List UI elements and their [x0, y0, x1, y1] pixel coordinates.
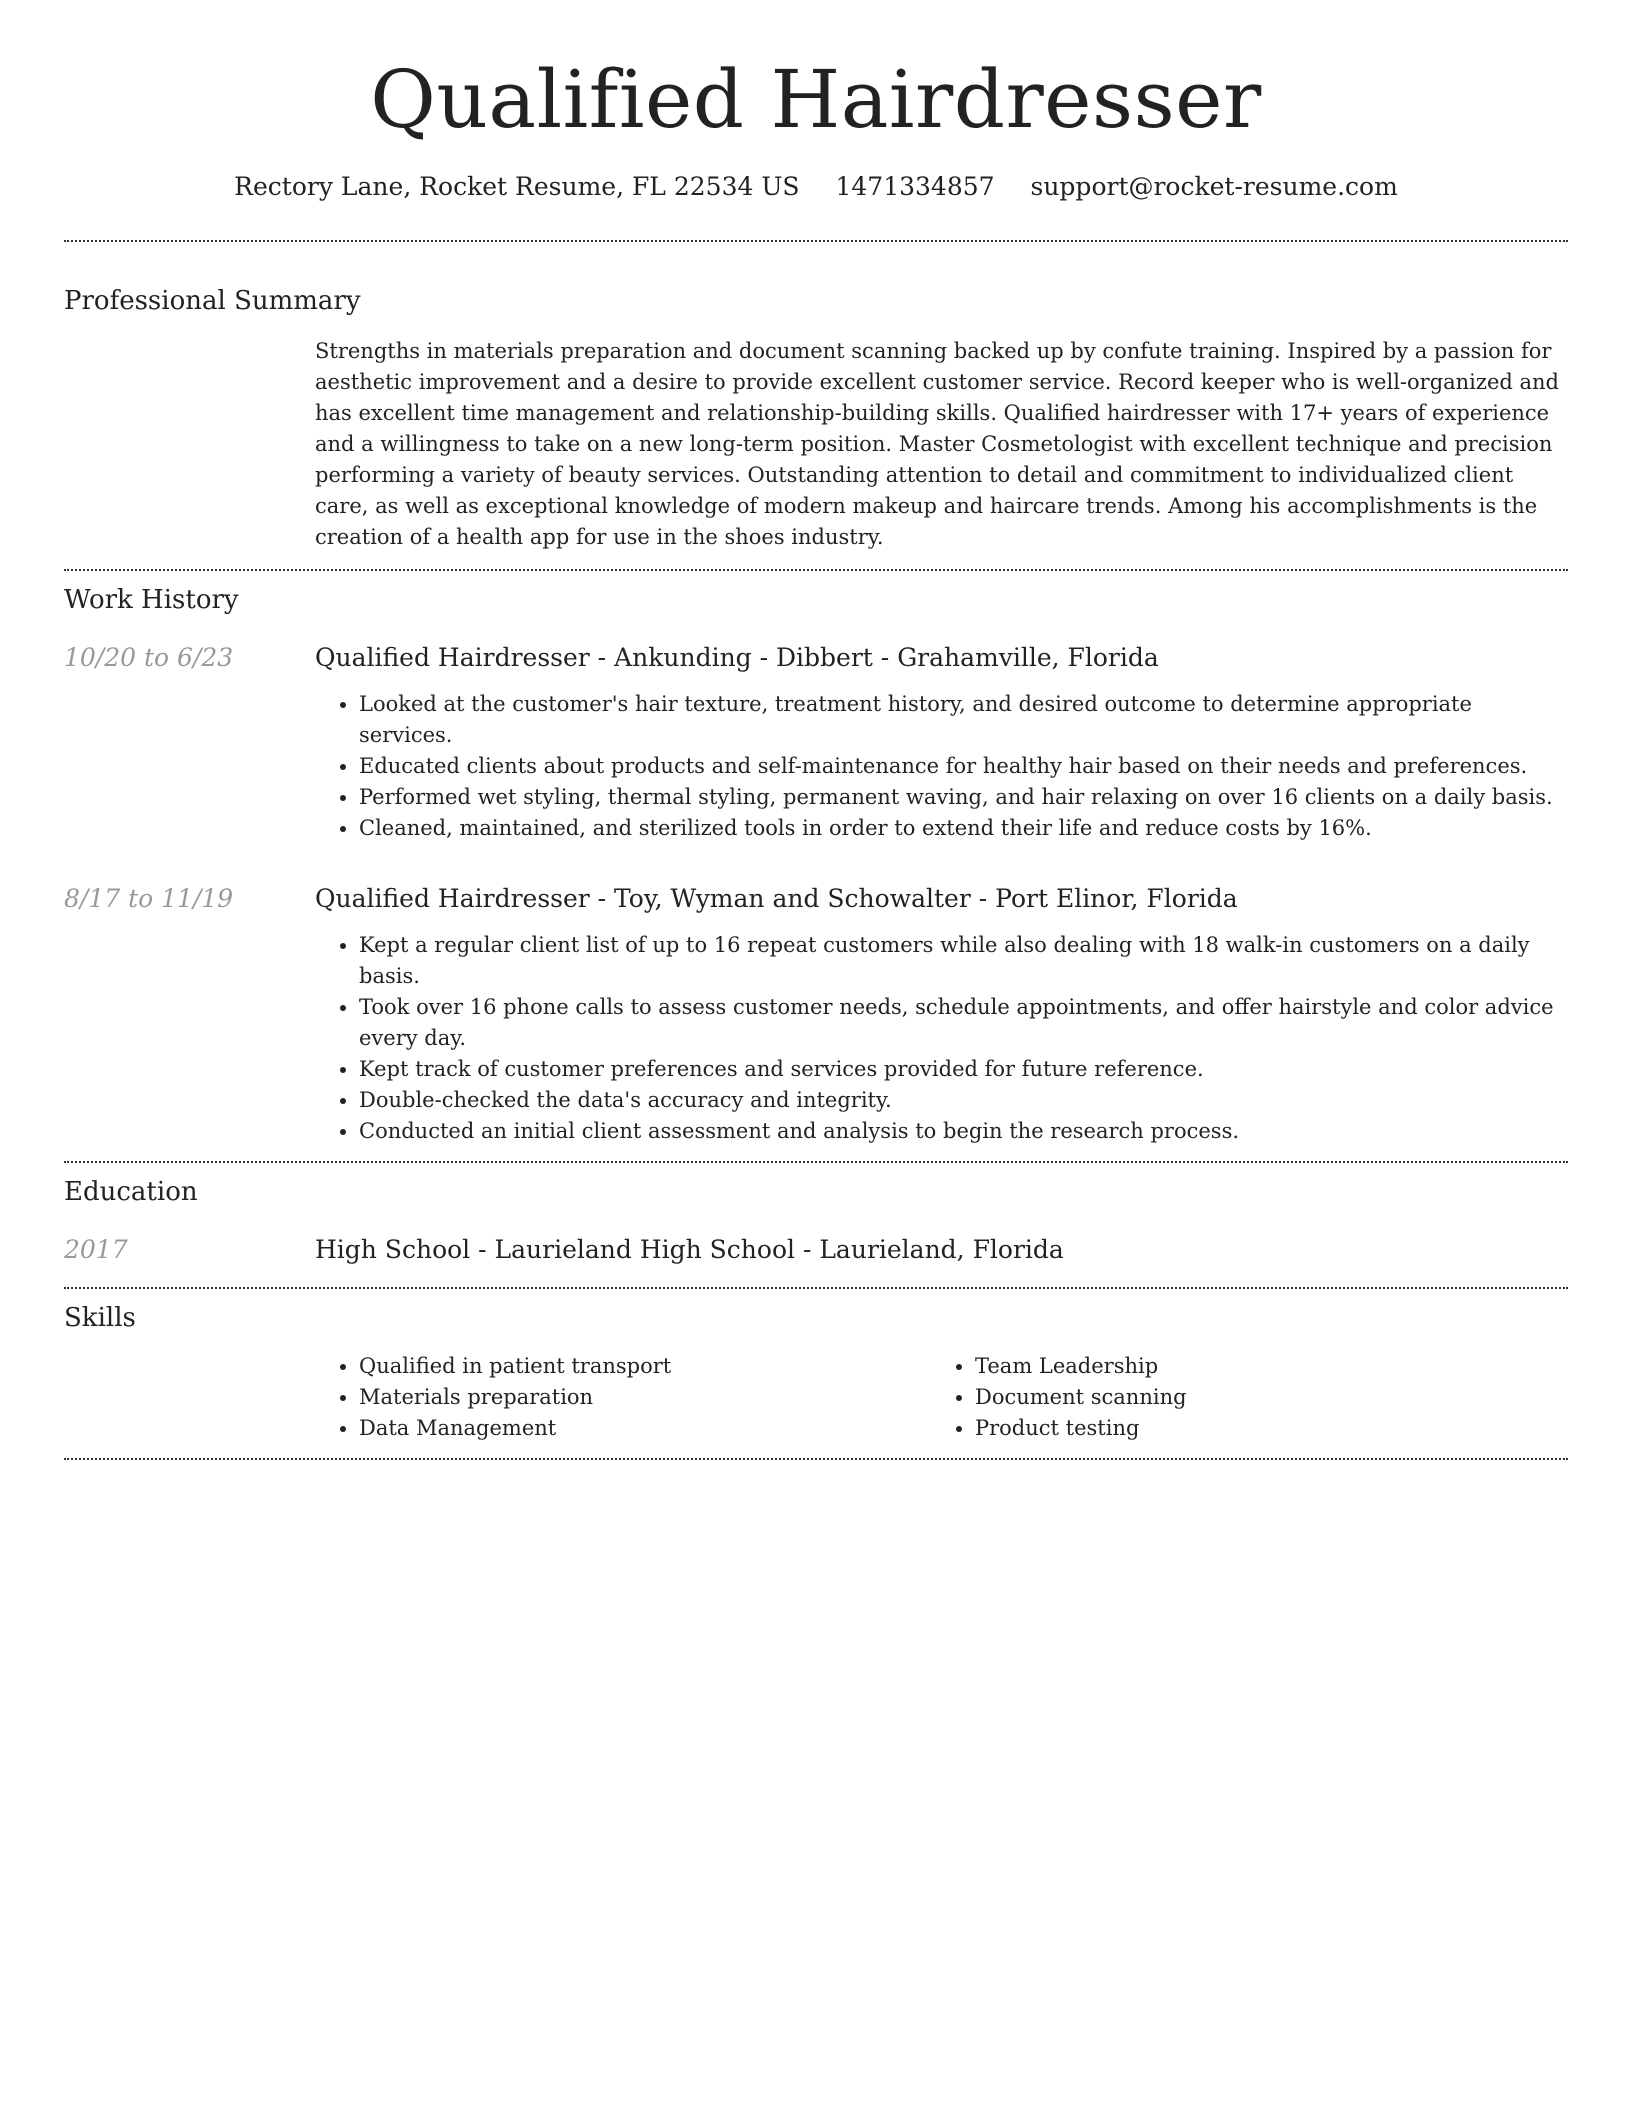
- resume-header: [64, 0, 1568, 204]
- list-item: • Kept a regular client list of up to 16 repeat customers while also dealing with 18 walk-in customers on a daily basis.: [359, 930, 1568, 992]
- job-entry: [64, 641, 1568, 844]
- list-item: • Educated clients about products and self-maintenance for healthy hair based on their needs and preferences.: [359, 751, 1568, 782]
- education-heading: High School - Laurieland High School - Laurieland, Florida: [315, 1235, 1064, 1264]
- contact-line: [64, 170, 1568, 204]
- candidate-name: Qualified Hairdresser: [370, 53, 1262, 146]
- education-title: Education: [64, 1177, 198, 1207]
- skill-item: • Data Management: [359, 1413, 931, 1444]
- summary-section: [64, 284, 1568, 553]
- contact-email: support@rocket-resume.com: [1030, 172, 1398, 201]
- skills-column-left: [315, 1351, 931, 1444]
- work-section: [64, 583, 1568, 1147]
- education-date: 2017: [64, 1235, 128, 1264]
- divider: [64, 1458, 1568, 1460]
- job-date: 8/17 to 11/19: [64, 884, 234, 913]
- job-entry: [64, 882, 1568, 1147]
- list-item: • Kept track of customer preferences and services provided for future reference.: [359, 1054, 1568, 1085]
- skill-item: • Team Leadership: [975, 1351, 1547, 1382]
- divider: [64, 569, 1568, 571]
- skills-title: Skills: [64, 1303, 136, 1333]
- job-bullets: [315, 930, 1568, 1147]
- list-item: • Looked at the customer's hair texture, treatment history, and desired outcome to determine appropriate services.: [359, 689, 1568, 751]
- list-item: • Performed wet styling, thermal styling, permanent waving, and hair relaxing on over 16 clients on a daily basis.: [359, 782, 1568, 813]
- job-date: 10/20 to 6/23: [64, 643, 234, 672]
- skills-list: [315, 1351, 1568, 1444]
- divider: [64, 1161, 1568, 1163]
- job-heading: Qualified Hairdresser - Toy, Wyman and Schowalter - Port Elinor, Florida: [315, 884, 1238, 913]
- skill-item: • Document scanning: [975, 1382, 1547, 1413]
- list-item: • Conducted an initial client assessment and analysis to begin the research process.: [359, 1116, 1568, 1147]
- job-heading: Qualified Hairdresser - Ankunding - Dibbert - Grahamville, Florida: [315, 643, 1159, 672]
- work-title: Work History: [64, 585, 239, 615]
- contact-address: Rectory Lane, Rocket Resume, FL 22534 US: [234, 172, 800, 201]
- skills-column-right: [931, 1351, 1547, 1444]
- summary-title: Professional Summary: [64, 286, 361, 316]
- list-item: • Cleaned, maintained, and sterilized tools in order to extend their life and reduce costs by 16%.: [359, 813, 1568, 844]
- summary-text: Strengths in materials preparation and document scanning backed up by confute training. Inspired by a passion for aesthetic improvement and a desire to provide excellent customer service. Record keeper who is well-organized and has excellent time management and relationship-building skills. Qualified hairdresser with 17+ years of experience and a willingness to take on a new long-term position. Master Cosmetologist with excellent technique and precision performing a variety of beauty services. Outstanding attention to detail and commitment to individualized client care, as well as exceptional knowledge of modern makeup and haircare trends. Among his accomplishments is the creation of a health app for use in the shoes industry.: [315, 339, 1559, 549]
- education-section: [64, 1175, 1568, 1267]
- divider: [64, 240, 1568, 242]
- contact-phone: 1471334857: [835, 172, 995, 201]
- list-item: • Took over 16 phone calls to assess customer needs, schedule appointments, and offer hairstyle and color advice every day.: [359, 992, 1568, 1054]
- skills-section: [64, 1301, 1568, 1444]
- list-item: • Double-checked the data's accuracy and integrity.: [359, 1085, 1568, 1116]
- skill-item: • Product testing: [975, 1413, 1547, 1444]
- skill-item: • Materials preparation: [359, 1382, 931, 1413]
- job-bullets: [315, 689, 1568, 844]
- skill-item: • Qualified in patient transport: [359, 1351, 931, 1382]
- divider: [64, 1287, 1568, 1289]
